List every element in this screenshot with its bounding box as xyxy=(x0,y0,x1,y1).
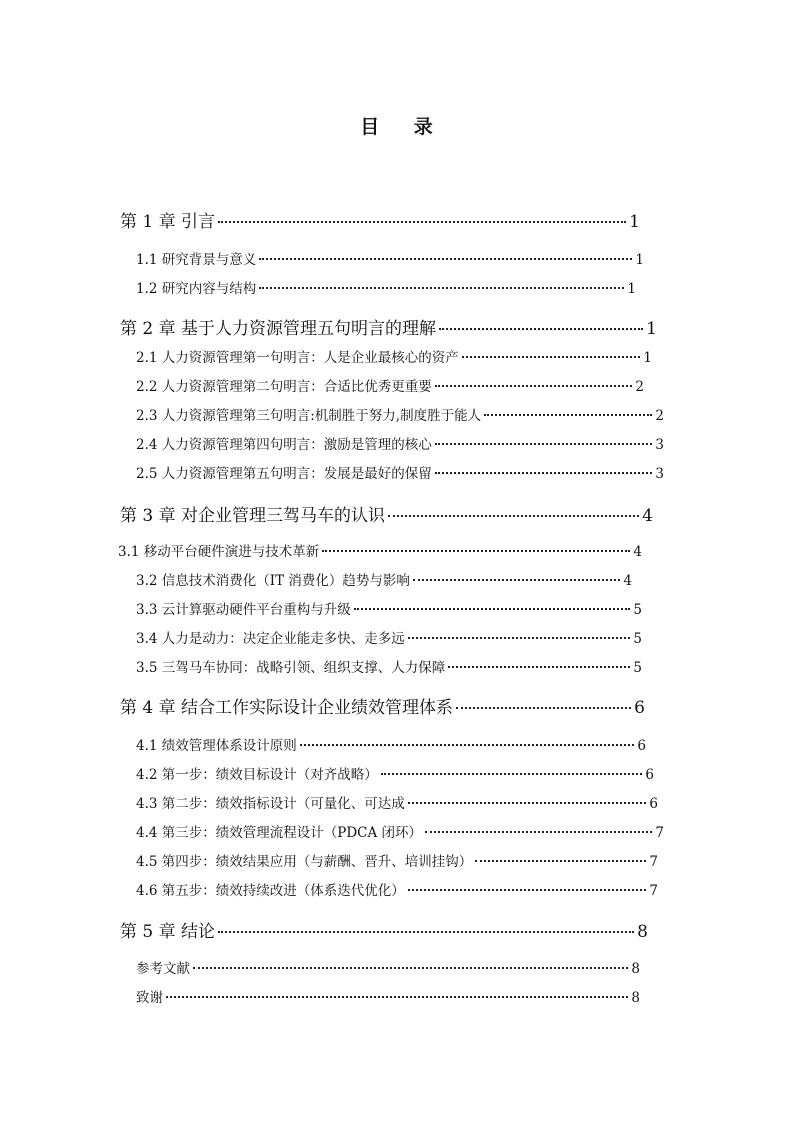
toc-entry-label: 3.4 人力是动力：决定企业能走多快、走多远 xyxy=(136,631,405,647)
dot-leader xyxy=(408,889,647,891)
dot-leader xyxy=(300,744,635,746)
toc-entry-label: 1.2 研究内容与结构 xyxy=(136,281,257,297)
toc-entry-label: 第 5 章 结论 xyxy=(120,922,216,942)
dot-leader xyxy=(413,579,621,581)
dot-leader xyxy=(435,472,653,474)
toc-entry[interactable] xyxy=(136,763,654,783)
toc-entry-page: 2 xyxy=(655,408,664,424)
toc-entry[interactable] xyxy=(136,433,664,453)
dot-leader xyxy=(448,666,630,668)
toc-entry-page: 5 xyxy=(633,660,642,676)
toc-entry-page: 1 xyxy=(635,252,644,268)
toc-entry-label: 2.5 人力资源管理第五句明言：发展是最好的保留 xyxy=(136,466,432,482)
toc-entry[interactable] xyxy=(120,207,640,233)
dot-leader xyxy=(462,356,641,358)
toc-entry-page: 4 xyxy=(642,506,653,526)
toc-entry-page: 4 xyxy=(623,573,632,589)
toc-entry[interactable] xyxy=(136,346,652,366)
toc-entry[interactable] xyxy=(136,277,636,297)
dot-leader xyxy=(435,443,653,445)
toc-entry[interactable] xyxy=(118,540,642,560)
toc-entry[interactable] xyxy=(136,792,658,812)
toc-entry-page: 1 xyxy=(629,212,640,232)
dot-leader xyxy=(435,385,633,387)
dot-leader xyxy=(388,515,639,517)
dot-leader xyxy=(381,773,643,775)
dot-leader xyxy=(193,967,628,969)
toc-entry-label: 2.2 人力资源管理第二句明言：合适比优秀更重要 xyxy=(136,379,432,395)
toc-entry-page: 5 xyxy=(633,602,642,618)
toc-entry-page: 6 xyxy=(645,767,654,783)
toc-entry-page: 5 xyxy=(633,631,642,647)
toc-entry-label: 4.6 第五步：绩效持续改进（体系迭代优化） xyxy=(136,883,405,899)
toc-entry-label: 2.3 人力资源管理第三句明言:机制胜于努力,制度胜于能人 xyxy=(136,408,482,424)
dot-leader xyxy=(425,831,652,833)
toc-entry-page: 3 xyxy=(655,437,664,453)
toc-entry[interactable] xyxy=(136,569,632,589)
toc-entry-page: 8 xyxy=(637,922,648,942)
dot-leader xyxy=(354,608,631,610)
toc-entry-label: 1.1 研究背景与意义 xyxy=(136,252,257,268)
toc-entry[interactable] xyxy=(136,598,642,618)
dot-leader xyxy=(218,931,634,933)
toc-entry-page: 3 xyxy=(655,466,664,482)
toc-entry-label: 3.1 移动平台硬件演进与技术革新 xyxy=(118,544,320,560)
dot-leader xyxy=(408,802,647,804)
dot-leader xyxy=(259,258,632,260)
toc-entry-page: 6 xyxy=(637,738,646,754)
toc-entry[interactable] xyxy=(136,462,664,482)
toc-entry-label: 第 4 章 结合工作实际设计企业绩效管理体系 xyxy=(120,698,454,718)
toc-entry-label: 致谢 xyxy=(136,990,163,1006)
toc-entry-page: 7 xyxy=(649,883,658,899)
dot-leader xyxy=(475,860,646,862)
dot-leader xyxy=(439,328,643,330)
toc-entry[interactable] xyxy=(120,314,657,340)
toc-entry[interactable] xyxy=(136,734,646,754)
toc-entry[interactable] xyxy=(136,375,644,395)
toc-entry-page: 6 xyxy=(634,698,645,718)
toc-entry[interactable] xyxy=(136,627,642,647)
toc-entry-page: 4 xyxy=(633,544,642,560)
toc-entry-label: 第 1 章 引言 xyxy=(120,212,216,232)
toc-entry[interactable] xyxy=(136,248,644,268)
toc-entry[interactable] xyxy=(136,986,640,1006)
dot-leader xyxy=(322,550,630,552)
toc-entry[interactable] xyxy=(136,957,640,977)
dot-leader xyxy=(218,221,626,223)
toc-entry[interactable] xyxy=(136,821,664,841)
toc-entry-page: 7 xyxy=(655,825,664,841)
toc-entry-page: 8 xyxy=(631,961,640,977)
toc-entry-label: 4.1 绩效管理体系设计原则 xyxy=(136,738,297,754)
toc-entry[interactable] xyxy=(136,850,658,870)
toc-entry-label: 3.2 信息技术消费化（IT 消费化）趋势与影响 xyxy=(136,573,410,589)
page-title: 目 录 xyxy=(360,116,447,138)
toc-entry[interactable] xyxy=(136,404,664,424)
toc-entry[interactable] xyxy=(136,879,658,899)
toc-entry[interactable] xyxy=(120,501,653,527)
toc-entry-label: 3.3 云计算驱动硬件平台重构与升级 xyxy=(136,602,351,618)
dot-leader xyxy=(259,287,624,289)
toc-entry[interactable] xyxy=(120,693,645,719)
toc-entry[interactable] xyxy=(136,656,642,676)
dot-leader xyxy=(484,414,652,416)
toc-entry-label: 第 3 章 对企业管理三驾马车的认识 xyxy=(120,506,386,526)
toc-entry-page: 1 xyxy=(627,281,636,297)
toc-entry-page: 1 xyxy=(643,350,652,366)
toc-entry-label: 3.5 三驾马车协同：战略引领、组织支撑、人力保障 xyxy=(136,660,446,676)
toc-entry-page: 1 xyxy=(646,319,657,339)
toc-entry-label: 第 2 章 基于人力资源管理五句明言的理解 xyxy=(120,319,437,339)
toc-entry-page: 2 xyxy=(635,379,644,395)
toc-entry-label: 2.1 人力资源管理第一句明言：人是企业最核心的资产 xyxy=(136,350,459,366)
toc-entry-page: 7 xyxy=(649,854,658,870)
dot-leader xyxy=(456,707,631,709)
toc-entry[interactable] xyxy=(120,917,648,943)
toc-entry-label: 4.5 第四步：绩效结果应用（与薪酬、晋升、培训挂钩） xyxy=(136,854,473,870)
dot-leader xyxy=(166,996,628,998)
toc-entry-label: 参考文献 xyxy=(136,961,190,977)
toc-entry-page: 8 xyxy=(631,990,640,1006)
dot-leader xyxy=(408,637,631,639)
toc-entry-label: 4.4 第三步：绩效管理流程设计（PDCA 闭环） xyxy=(136,825,423,841)
toc-entry-label: 4.2 第一步：绩效目标设计（对齐战略） xyxy=(136,767,378,783)
toc-entry-page: 6 xyxy=(649,796,658,812)
toc-entry-label: 2.4 人力资源管理第四句明言：激励是管理的核心 xyxy=(136,437,432,453)
toc-entry-label: 4.3 第二步：绩效指标设计（可量化、可达成 xyxy=(136,796,405,812)
